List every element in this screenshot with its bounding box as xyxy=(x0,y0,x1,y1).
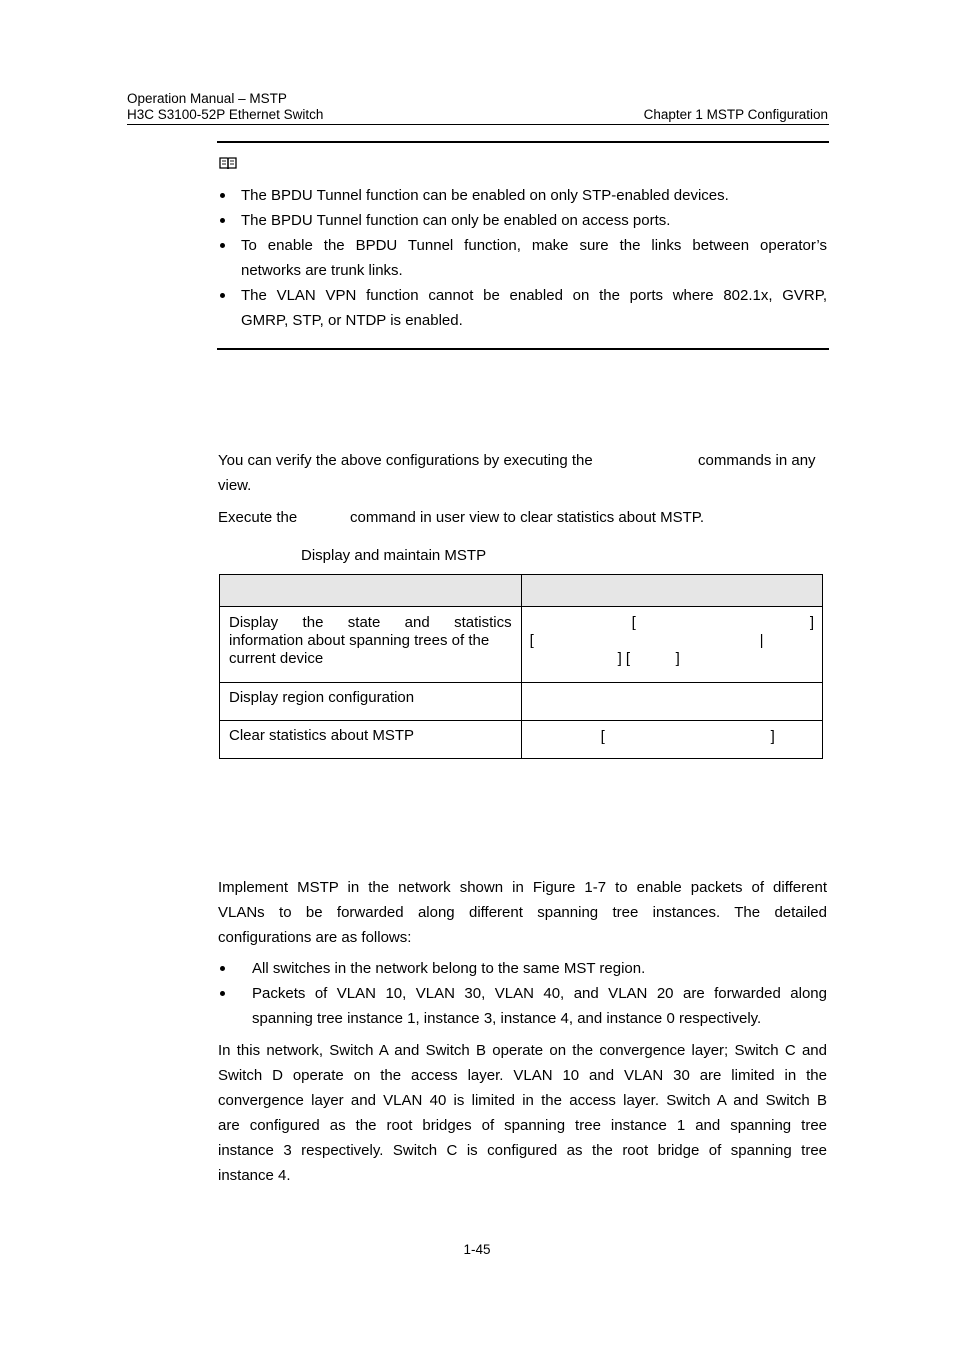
cmd-bracket: [ xyxy=(529,632,534,649)
table-caption: Display and maintain MSTP xyxy=(301,547,487,564)
note-item: The BPDU Tunnel function can only be enabled on access ports. xyxy=(241,212,671,229)
cell-line: information about spanning trees of the xyxy=(229,632,490,649)
example-text: instance 3 respectively. Switch C is configured as the root bridge of spanning tree xyxy=(218,1142,827,1159)
cmd-bracket: ] xyxy=(675,650,680,667)
reset-text: Execute the xyxy=(218,509,298,526)
note-item: The VLAN VPN function cannot be enabled on the ports where 802.1x, GVRP, xyxy=(241,287,827,304)
example-text: VLANs to be forwarded along different spanning tree instances. The detailed xyxy=(218,904,827,921)
example-text: Implement MSTP in the network shown in Figure 1-7 to enable packets of different xyxy=(218,879,827,896)
table-row xyxy=(220,607,823,683)
cmd-bracket: [ xyxy=(631,614,636,631)
note-top-rule xyxy=(217,141,829,143)
header-product-name: H3C S3100-52P Ethernet Switch xyxy=(127,107,324,122)
example-text: In this network, Switch A and Switch B operate on the convergence layer; Switch C and xyxy=(218,1042,827,1059)
mstp-command-table xyxy=(219,574,823,759)
note-item: The BPDU Tunnel function can be enabled on only STP-enabled devices. xyxy=(241,187,729,204)
cmd-bracket: [ xyxy=(600,728,605,745)
cmd-bracket: ] xyxy=(770,728,775,745)
table-operation-cell: Display region configuration xyxy=(220,683,522,721)
bullet-dot xyxy=(220,218,225,223)
table-command-cell xyxy=(521,683,822,721)
example-bullet-continued: spanning tree instance 1, instance 3, instance 4, and instance 0 respectively. xyxy=(252,1010,762,1027)
note-item-continued: GMRP, STP, or NTDP is enabled. xyxy=(241,312,463,329)
bullet-dot xyxy=(220,991,225,996)
book-icon xyxy=(219,156,237,170)
example-text: are configured as the root bridges of spanning tree instance 1 and spanning tree xyxy=(218,1117,827,1134)
cmd-bracket: ] [ xyxy=(617,650,631,667)
note-item-continued: networks are trunk links. xyxy=(241,262,403,279)
table-operation-cell: Clear statistics about MSTP xyxy=(220,721,522,759)
note-item: To enable the BPDU Tunnel function, make sure the links between operator’s xyxy=(241,237,827,254)
cell-line: Display the state and statistics xyxy=(229,614,512,631)
display-text: You can verify the above configurations by executing the xyxy=(218,452,593,469)
example-text: convergence layer and VLAN 40 is limited in the access layer. Switch A and Switch B xyxy=(218,1092,827,1109)
bullet-dot xyxy=(220,243,225,248)
table-header-cell xyxy=(521,575,822,607)
table-row xyxy=(220,721,823,759)
display-text: view. xyxy=(218,477,252,494)
table-operation-cell xyxy=(220,607,522,683)
cell-line: current device xyxy=(229,650,324,667)
bullet-dot xyxy=(220,966,225,971)
display-text: commands in any xyxy=(698,452,816,469)
table-header-cell xyxy=(220,575,522,607)
bullet-dot xyxy=(220,293,225,298)
page-number: 1-45 xyxy=(463,1242,491,1257)
header-rule xyxy=(127,124,829,125)
example-bullet: All switches in the network belong to the same MST region. xyxy=(252,960,646,977)
bullet-dot xyxy=(220,193,225,198)
reset-text: command in user view to clear statistics about MSTP. xyxy=(350,509,705,526)
cmd-separator: | xyxy=(759,632,764,649)
header-chapter-title: Chapter 1 MSTP Configuration xyxy=(643,107,828,122)
header-manual-title: Operation Manual – MSTP xyxy=(127,91,287,106)
cmd-bracket: ] xyxy=(809,614,814,631)
example-bullet: Packets of VLAN 10, VLAN 30, VLAN 40, and VLAN 20 are forwarded along xyxy=(252,985,827,1002)
table-header-row xyxy=(220,575,823,607)
example-text: configurations are as follows: xyxy=(218,929,412,946)
table-command-cell xyxy=(521,607,822,683)
example-text: Switch D operate on the access layer. VLAN 10 and VLAN 30 are limited in the xyxy=(218,1067,827,1084)
note-bottom-rule xyxy=(217,348,829,350)
table-row xyxy=(220,683,823,721)
table-command-cell xyxy=(521,721,822,759)
example-text: instance 4. xyxy=(218,1167,291,1184)
